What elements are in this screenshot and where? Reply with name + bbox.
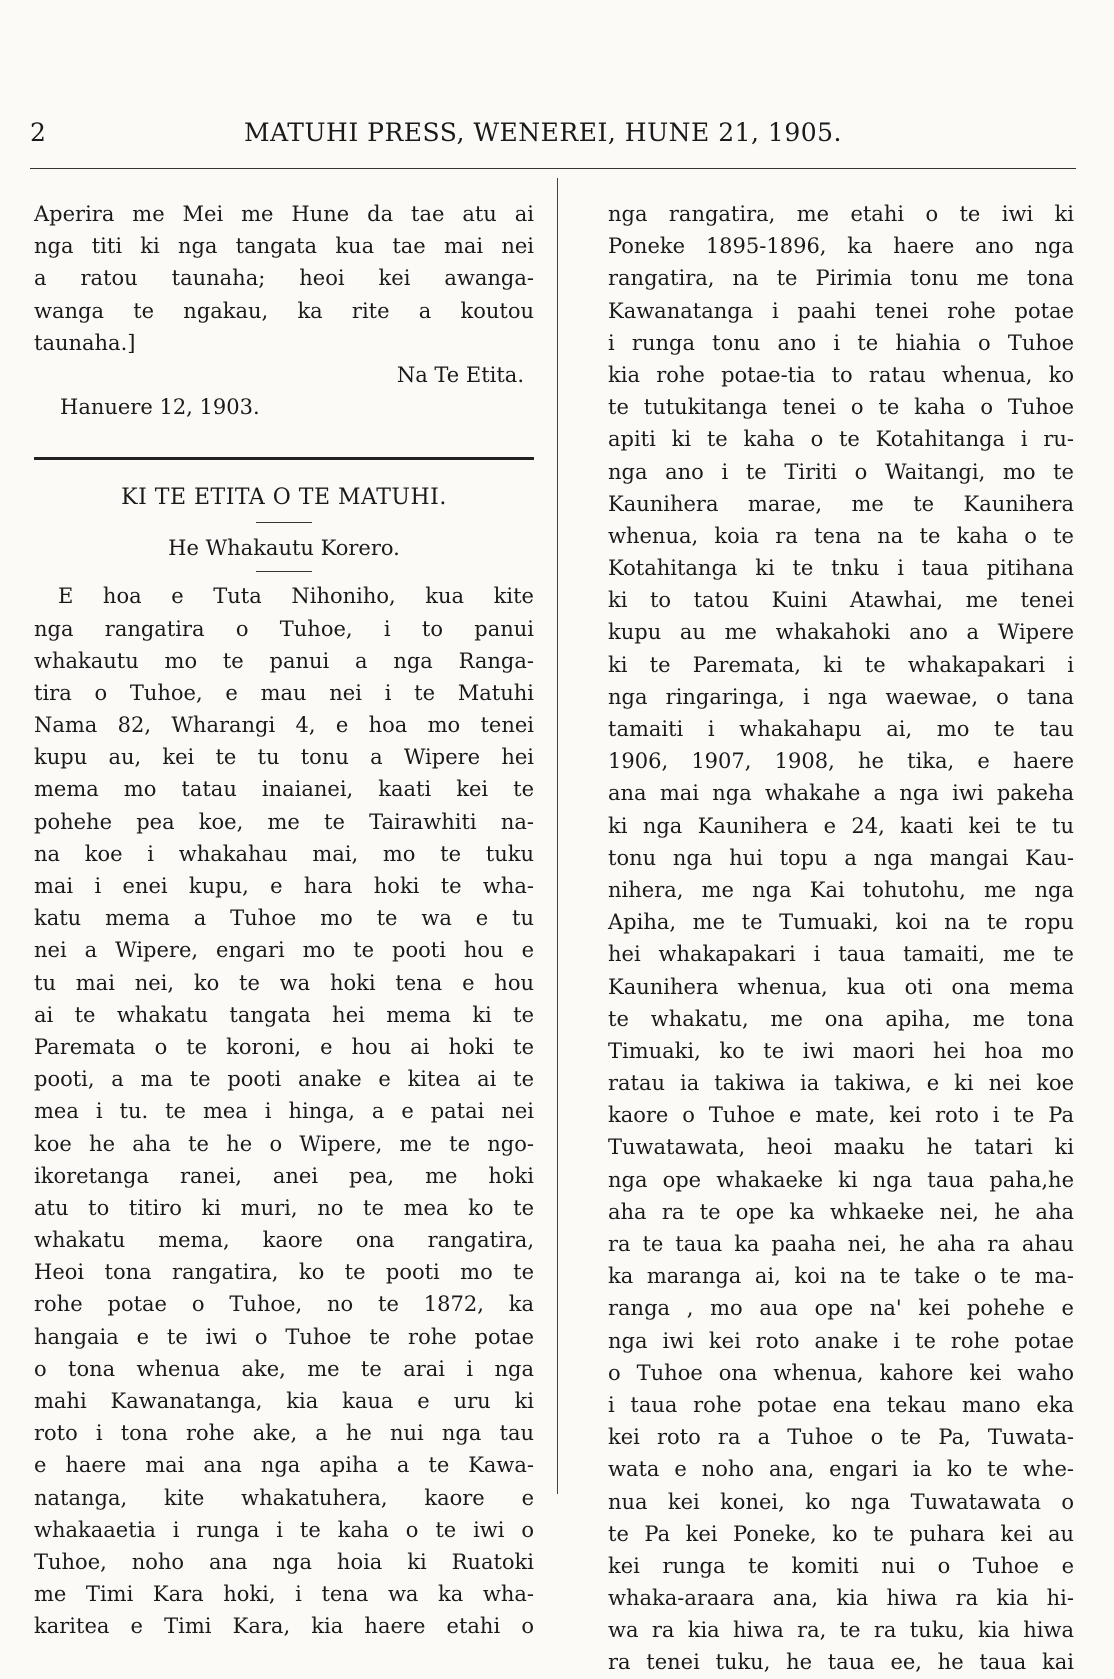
- heading-rule: [256, 522, 312, 523]
- text-line: te tutukitanga tenei o te kaha o Tuhoe: [608, 395, 1074, 420]
- text-line: ka maranga ai, koi na te take o te ma-: [608, 1264, 1074, 1289]
- text-line: roto i tona rohe ake, a he nui nga tau: [34, 1421, 534, 1446]
- text-line: whenua, koia ra tena na te kaha o te: [608, 523, 1074, 548]
- text-line: E hoa e Tuta Nihoniho, kua kite: [58, 584, 534, 609]
- text-line: me Timi Kara hoki, i tena wa ka wha-: [34, 1582, 534, 1607]
- text-line: Aperira me Mei me Hune da tae atu ai: [34, 202, 534, 226]
- text-line: whakaaetia i runga i te kaha o te iwi o: [34, 1517, 534, 1542]
- text-line: 1906, 1907, 1908, he tika, e haere: [608, 749, 1074, 774]
- text-line: apiti ki te kaha o te Kotahitanga i ru-: [608, 427, 1074, 452]
- column-divider: [557, 178, 558, 1494]
- text-line: hangaia e te iwi o Tuhoe te rohe potae: [34, 1324, 534, 1349]
- text-line: Nama 82, Wharangi 4, e hoa mo tenei: [34, 713, 534, 738]
- text-line: Paremata o te koroni, e hou ai hoki te: [34, 1034, 534, 1059]
- text-line: Kaunihera whenua, kua oti ona mema: [608, 974, 1074, 999]
- text-line: pooti, a ma te pooti anake e kitea ai te: [34, 1067, 534, 1092]
- text-line: nua kei konei, ko nga Tuwatawata o: [608, 1489, 1074, 1514]
- text-line: nei a Wipere, engari mo te pooti hou e: [34, 938, 534, 963]
- text-line: mai i enei kupu, e hara hoki te wha-: [34, 874, 534, 899]
- text-line: ana mai nga whakahe a nga iwi pakeha: [608, 781, 1074, 806]
- text-line: mahi Kawanatanga, kia kaua e uru ki: [34, 1389, 534, 1414]
- left-column: [34, 198, 534, 1643]
- text-line: Kotahitanga ki te tnku i taua pitihana: [608, 556, 1074, 581]
- text-line: na koe i whakahau mai, mo te tuku: [34, 841, 534, 866]
- text-line: wa ra kia hiwa ra, te ra tuku, kia hiwa: [608, 1618, 1074, 1643]
- text-line: Tuwatawata, heoi maaku he tatari ki: [608, 1135, 1074, 1160]
- text-line: o tona whenua ake, me te arai i nga: [34, 1356, 534, 1381]
- text-line: mema mo tatau inaianei, kaati kei te: [34, 777, 534, 802]
- text-line: taunaha.]: [34, 330, 136, 355]
- text-line: a ratou taunaha; heoi kei awanga-: [34, 266, 534, 291]
- right-column: [608, 198, 1074, 1679]
- text-line: whaka-araara ana, kia hiwa ra kia hi-: [608, 1586, 1074, 1611]
- text-line: ra te taua ka paaha nei, he aha ra ahau: [608, 1232, 1074, 1256]
- editor-note: [34, 198, 534, 359]
- text-line: tamaiti i whakahapu ai, mo te tau: [608, 717, 1074, 741]
- text-line: rohe potae o Tuhoe, no te 1872, ka: [34, 1292, 534, 1317]
- section-rule: [34, 457, 534, 460]
- subheading-rule: [256, 571, 312, 572]
- text-line: e haere mai ana nga apiha a te Kawa-: [34, 1453, 534, 1478]
- text-line: atu to titiro ki muri, no te mea ko te: [34, 1195, 534, 1220]
- text-line: Timuaki, ko te iwi maori hei hoa mo: [608, 1038, 1074, 1063]
- text-line: tu mai nei, ko te wa hoki tena e hou: [34, 970, 534, 995]
- text-line: ai te whakatu tangata hei mema ki te: [34, 1002, 534, 1027]
- text-line: Poneke 1895-1896, ka haere ano nga: [608, 234, 1074, 259]
- text-line: rangatira, na te Pirimia tonu me tona: [608, 266, 1074, 291]
- text-line: kei runga te komiti nui o Tuhoe e: [608, 1553, 1074, 1578]
- letter-subheading: He Whakautu Korero.: [168, 536, 400, 561]
- text-line: i taua rohe potae ena tekau mano eka: [608, 1392, 1074, 1417]
- text-line: hei whakapakari i taua tamaiti, me te: [608, 942, 1074, 967]
- text-line: Heoi tona rangatira, ko te pooti mo te: [34, 1260, 534, 1285]
- text-line: kupu au me whakahoki ano a Wipere: [608, 620, 1074, 645]
- text-line: te Pa kei Poneke, ko te puhara kei au: [608, 1521, 1074, 1546]
- page-number: 2: [30, 118, 47, 147]
- text-line: i runga tonu ano i te hiahia o Tuhoe: [608, 330, 1074, 355]
- text-line: te whakatu, me ona apiha, me tona: [608, 1006, 1074, 1031]
- text-line: Tuhoe, noho ana nga hoia ki Ruatoki: [34, 1549, 534, 1574]
- text-line: wanga te ngakau, ka rite a koutou: [34, 298, 534, 323]
- text-line: katu mema a Tuhoe mo te wa e tu: [34, 906, 534, 931]
- text-line: ki te Paremata, ki te whakapakari i: [608, 652, 1074, 677]
- text-line: ratau ia takiwa ia takiwa, e ki nei koe: [608, 1071, 1074, 1096]
- page-header: [30, 118, 1090, 154]
- text-line: whakautu mo te panui a nga Ranga-: [34, 648, 534, 673]
- text-line: tira o Tuhoe, e mau nei i te Matuhi: [34, 680, 534, 705]
- text-line: kei roto ra a Tuhoe o te Pa, Tuwata-: [608, 1425, 1074, 1450]
- letter-body-left: [34, 580, 534, 1642]
- text-line: nga titi ki nga tangata kua tae mai nei: [34, 234, 534, 259]
- text-line: Apiha, me te Tumuaki, koi na te ropu: [608, 910, 1074, 935]
- text-line: wata e noho ana, engari ia ko te whe-: [608, 1457, 1074, 1482]
- text-line: ikoretanga ranei, anei pea, me hoki: [34, 1163, 534, 1188]
- text-line: whakatu mema, kaore ona rangatira,: [34, 1228, 534, 1253]
- text-line: koe he aha te he o Wipere, me te ngo-: [34, 1131, 534, 1156]
- text-line: aha ra te ope ka whkaeke nei, he aha: [608, 1199, 1074, 1224]
- masthead-title: MATUHI PRESS, WENEREI, HUNE 21, 1905.: [244, 118, 842, 147]
- text-line: kia rohe potae-tia to ratau whenua, ko: [608, 362, 1074, 387]
- text-line: o Tuhoe ona whenua, kahore kei waho: [608, 1360, 1074, 1385]
- text-line: tonu nga hui topu a nga mangai Kau-: [608, 845, 1074, 870]
- letter-heading: KI TE ETITA O TE MATUHI.: [121, 485, 447, 511]
- note-date: Hanuere 12, 1903.: [60, 395, 260, 420]
- text-line: ki to tatou Kuini Atawhai, me tenei: [608, 588, 1074, 613]
- letter-body-right: [608, 198, 1074, 1679]
- text-line: ra tenei tuku, he taua ee, he taua kai: [608, 1650, 1074, 1675]
- text-line: nihera, me nga Kai tohutohu, me nga: [608, 877, 1074, 902]
- text-line: nga rangatira o Tuhoe, i to panui: [34, 616, 534, 641]
- text-line: natanga, kite whakatuhera, kaore e: [34, 1485, 534, 1510]
- text-line: mea i tu. te mea i hinga, a e patai nei: [34, 1099, 534, 1124]
- text-line: karitea e Timi Kara, kia haere etahi o: [34, 1614, 534, 1639]
- text-line: ki nga Kaunihera e 24, kaati kei te tu: [608, 813, 1074, 838]
- text-line: nga ope whakaeke ki nga taua paha,he: [608, 1167, 1074, 1192]
- text-line: ranga , mo aua ope na' kei pohehe e: [608, 1296, 1074, 1321]
- text-line: pohehe pea koe, me te Tairawhiti na-: [34, 809, 534, 834]
- text-line: Kaunihera marae, me te Kaunihera: [608, 491, 1074, 516]
- text-line: kupu au, kei te tu tonu a Wipere hei: [34, 745, 534, 770]
- text-line: nga ano i te Tiriti o Waitangi, mo te: [608, 459, 1074, 484]
- text-line: nga ringaringa, i nga waewae, o tana: [608, 684, 1074, 709]
- text-line: nga rangatira, me etahi o te iwi ki: [608, 202, 1074, 226]
- text-line: Kawanatanga i paahi tenei rohe potae: [608, 298, 1074, 323]
- header-rule: [30, 168, 1076, 169]
- text-line: kaore o Tuhoe e mate, kei roto i te Pa: [608, 1103, 1074, 1128]
- editor-signature: Na Te Etita.: [396, 362, 524, 387]
- text-line: nga iwi kei roto anake i te rohe potae: [608, 1328, 1074, 1353]
